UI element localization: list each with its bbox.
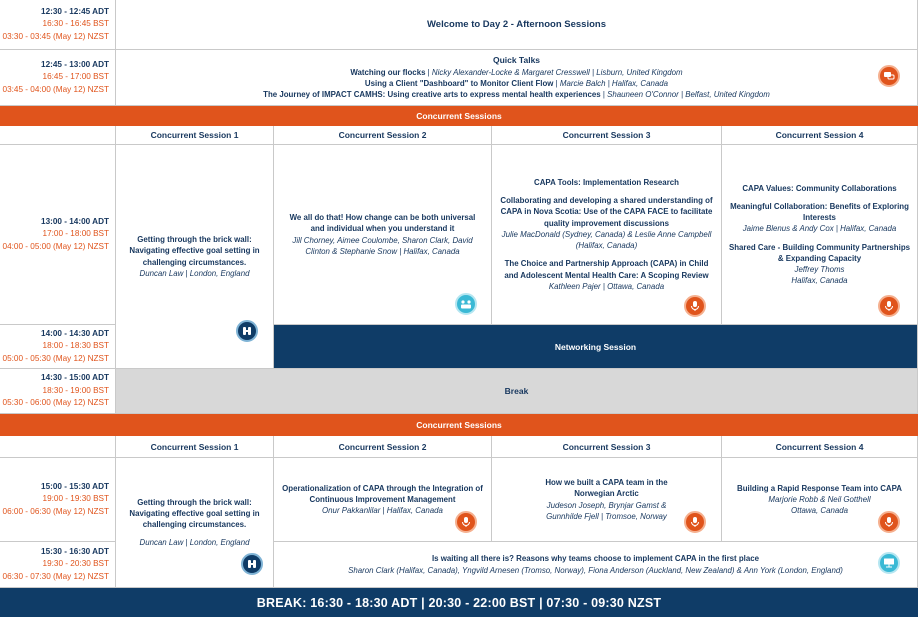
session-a-title: Collaborating and developing a shared understanding of CAPA in Nova Scotia: Use of the CAPA FACE to facilitate quality improvement discussions (500, 196, 713, 228)
session-b-detail: Jeffrey Thoms (794, 264, 845, 274)
session-detail: Duncan Law | London, England (139, 538, 250, 548)
time-nzst: 03:45 - 04:00 (May 12) NZST (2, 84, 109, 94)
time-last (0, 542, 116, 588)
microphone-icon (455, 511, 477, 533)
time-adt: 14:30 - 15:00 ADT (41, 373, 109, 383)
time-adt: 14:00 - 14:30 ADT (41, 328, 109, 338)
time-nzst: 06:00 - 06:30 (May 12) NZST (2, 506, 109, 516)
time-bst: 19:30 - 20:30 BST (42, 559, 109, 569)
session-title: Getting through the brick wall: Navigating effective goal setting in challenging circumstances. (129, 235, 260, 267)
concurrent-sessions-banner (0, 414, 918, 436)
time-bst: 17:00 - 18:00 BST (42, 229, 109, 239)
time-adt: 13:00 - 14:00 ADT (41, 216, 109, 226)
networking-label: Networking Session (554, 341, 637, 352)
session-title: Building a Rapid Response Team into CAPA (737, 483, 902, 493)
quick-talk-1: Watching our flocks | Nicky Alexander-Locke & Margaret Cresswell | Lisburn, United Kingdom (350, 67, 683, 77)
session-a-detail: Jaime Blenus & Andy Cox | Halifax, Canada (742, 224, 897, 234)
header-session-2: Concurrent Session 2 (274, 126, 492, 145)
banner-label: Concurrent Sessions (416, 420, 502, 430)
header-session-1: Concurrent Session 1 (116, 436, 274, 458)
time-adt: 15:30 - 16:30 ADT (41, 546, 109, 556)
time-bst: 18:00 - 18:30 BST (42, 341, 109, 351)
time-nzst: 05:30 - 06:00 (May 12) NZST (2, 398, 109, 408)
break-cell (116, 369, 918, 414)
time-networking (0, 325, 116, 369)
header-spacer (0, 126, 116, 145)
header-session-4: Concurrent Session 4 (722, 436, 918, 458)
time-adt: 15:00 - 15:30 ADT (41, 481, 109, 491)
session-heading: CAPA Tools: Implementation Research (534, 178, 679, 188)
session-title: Getting through the brick wall: Navigating effective goal setting in challenging circumstances. (129, 497, 260, 529)
quick-talks-cell (116, 50, 918, 106)
time-bst: 16:30 - 16:45 BST (42, 19, 109, 29)
time-nzst: 03:30 - 03:45 (May 12) NZST (2, 31, 109, 41)
time-adt: 12:30 - 12:45 ADT (41, 6, 109, 16)
time-nzst: 06:30 - 07:30 (May 12) NZST (2, 571, 109, 581)
session-detail: Marjorie Robb & Neil Gotthell (768, 494, 871, 504)
session-detail: Judeson Joseph, Brynjar Gamst & Gunnhilde Fjell | Tromsoe, Norway (546, 500, 667, 521)
brain-icon (236, 320, 258, 342)
time-bst: 16:45 - 17:00 BST (42, 72, 109, 82)
break-label: Break (504, 386, 529, 396)
session-title: We all do that! How change can be both universal and individual when you understand it (289, 213, 476, 234)
session-location: Ottawa, Canada (790, 506, 849, 516)
closing-break-banner (0, 588, 918, 617)
block2-session4-cell (722, 458, 918, 542)
block1-session4-cell (722, 145, 918, 325)
talk-title: Using a Client "Dashboard" to Monitor Client Flow (364, 79, 554, 88)
microphone-icon (878, 511, 900, 533)
time-adt: 12:45 - 13:00 ADT (41, 59, 109, 69)
time-welcome (0, 0, 116, 50)
talk-title: Watching our flocks (350, 67, 426, 77)
talk-title: The Journey of IMPACT CAMHS: Using creative arts to express mental health experiences (263, 90, 601, 100)
session-title: How we built a CAPA team in the Norwegian Arctic (545, 478, 668, 499)
closing-break-text: BREAK: 16:30 - 18:30 ADT | 20:30 - 22:00 BST | 07:30 - 09:30 NZST (256, 595, 662, 610)
people-icon (455, 293, 477, 315)
banner-label: Concurrent Sessions (416, 111, 502, 121)
block1-session1-cell (116, 145, 274, 369)
session-a-detail: Julie MacDonald (Sydney, Canada) & Leslie Anne Campbell (Halifax, Canada) (501, 229, 712, 251)
block1-session2-cell (274, 145, 492, 325)
quick-talks-title: Quick Talks (492, 54, 541, 65)
conversation-icon (878, 65, 900, 87)
header-session-3: Concurrent Session 3 (492, 436, 722, 458)
microphone-icon (684, 295, 706, 317)
microphone-icon (684, 511, 706, 533)
time-nzst: 05:00 - 05:30 (May 12) NZST (2, 353, 109, 363)
quick-talk-3: The Journey of IMPACT CAMHS: Using creative arts to express mental health experiences | Shauneen O'Connor | Belfast, United Kingdom (263, 90, 770, 100)
talk-detail: Nicky Alexander-Locke & Margaret Cresswell | Lisburn, United Kingdom (431, 67, 683, 77)
welcome-title: Welcome to Day 2 - Afternoon Sessions (427, 19, 606, 30)
header-session-2: Concurrent Session 2 (274, 436, 492, 458)
time-break (0, 369, 116, 414)
talk-detail: Shauneen O'Connor | Belfast, United Kingdom (607, 90, 770, 100)
brain-icon (241, 553, 263, 575)
quick-talk-2: Using a Client "Dashboard" to Monitor Client Flow | Marcie Balch | Halifax, Canada (364, 79, 669, 88)
block2-session3-cell (492, 458, 722, 542)
presentation-icon (878, 552, 900, 574)
session-b-title: Shared Care - Building Community Partnerships & Expanding Capacity (728, 242, 911, 263)
networking-session-cell (274, 325, 918, 369)
session-b-title: The Choice and Partnership Approach (CAPA) in Child and Adolescent Mental Health Care: A Scoping Review (504, 259, 709, 280)
session-detail: Duncan Law | London, England (139, 268, 250, 278)
concurrent-sessions-banner (0, 106, 918, 126)
header-session-4: Concurrent Session 4 (722, 126, 918, 145)
session-detail: Jill Chorney, Aimee Coulombe, Sharon Clark, David Clinton & Stephanie Snow | Halifax, Canada (292, 235, 473, 256)
plenary-session-cell (274, 542, 918, 588)
microphone-icon (878, 295, 900, 317)
session-b-detail: Kathleen Pajer | Ottawa, Canada (548, 281, 665, 291)
header-spacer (0, 436, 116, 458)
session-b-location: Halifax, Canada (791, 276, 848, 286)
session-title: Is waiting all there is? Reasons why teams choose to implement CAPA in the first place (431, 554, 760, 564)
talk-detail: Marcie Balch | Halifax, Canada (559, 79, 669, 88)
block2-session2-cell (274, 458, 492, 542)
block1-session3-cell (492, 145, 722, 325)
time-block2 (0, 458, 116, 542)
header-session-3: Concurrent Session 3 (492, 126, 722, 145)
block2-session1-cell (116, 458, 274, 588)
time-quick-talks (0, 50, 116, 106)
welcome-cell (116, 0, 918, 50)
time-bst: 18:30 - 19:00 BST (42, 385, 109, 395)
session-detail: Onur Pakkanlilar | Halifax, Canada (322, 506, 443, 516)
time-block1 (0, 145, 116, 325)
time-bst: 19:00 - 19:30 BST (42, 494, 109, 504)
time-nzst: 04:00 - 05:00 (May 12) NZST (2, 241, 109, 251)
session-detail: Sharon Clark (Halifax, Canada), Yngvild Arnesen (Tromso, Norway), Fiona Anderson (Auckland, New Zealand) & Ann York (London, England) (348, 565, 843, 575)
session-heading: CAPA Values: Community Collaborations (742, 183, 897, 193)
header-session-1: Concurrent Session 1 (116, 126, 274, 145)
session-title: Operationalization of CAPA through the Integration of Continuous Improvement Management (282, 483, 483, 504)
session-a-title: Meaningful Collaboration: Benefits of Exploring Interests (730, 201, 909, 223)
